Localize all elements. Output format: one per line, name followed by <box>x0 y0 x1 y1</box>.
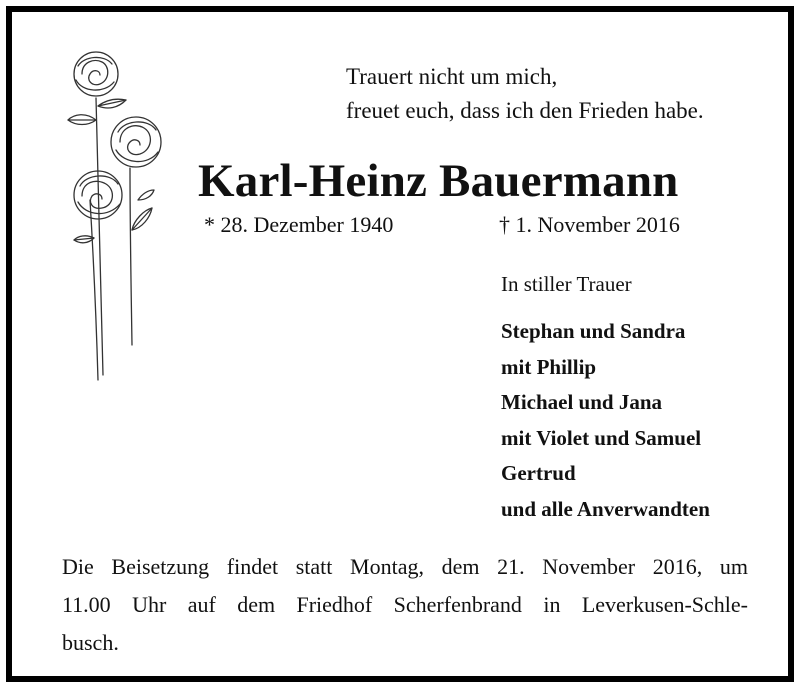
family-member: Stephan und Sandra <box>501 319 686 343</box>
burial-line: 11.00 Uhr auf dem Friedhof Scherfenbrand in Leverkusen-Schle- <box>62 592 748 617</box>
family-list <box>501 314 710 527</box>
obituary-notice <box>6 6 794 682</box>
burial-line: Die Beisetzung findet statt Montag, dem 21. November 2016, um <box>62 554 748 579</box>
birth-date: * 28. Dezember 1940 <box>204 212 394 237</box>
quote <box>346 60 704 128</box>
roses-icon <box>60 50 180 390</box>
family-member: Gertrud <box>501 461 576 485</box>
burial-info <box>62 548 748 662</box>
death-date: † 1. November 2016 <box>499 212 680 237</box>
family-member: und alle Anverwandten <box>501 496 710 521</box>
family-member: Michael und Jana <box>501 390 663 414</box>
family-member: mit Violet und Samuel <box>501 425 702 450</box>
burial-line: busch. <box>62 630 119 655</box>
mourning-heading: In stiller Trauer <box>501 272 632 296</box>
deceased-name: Karl-Heinz Bauermann <box>198 155 679 207</box>
quote-line: freuet euch, dass ich den Frieden habe. <box>346 98 704 123</box>
family-member: mit Phillip <box>501 354 597 379</box>
quote-line: Trauert nicht um mich, <box>346 64 558 89</box>
